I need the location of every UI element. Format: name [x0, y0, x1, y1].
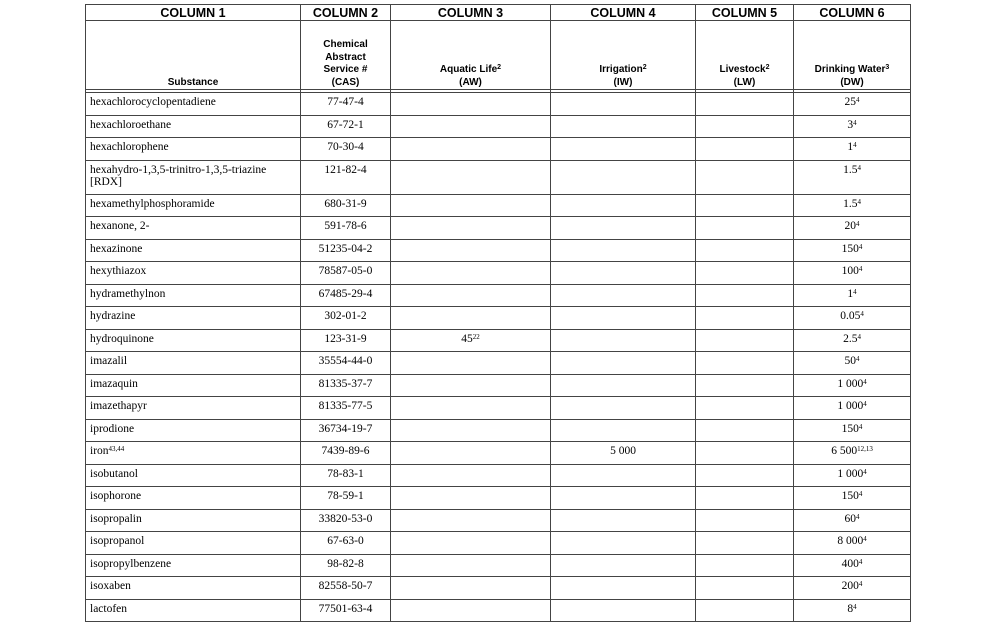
- drinking-water-cell-footnote: 4: [853, 118, 857, 127]
- drinking-water-cell-footnote: 4: [857, 197, 861, 206]
- cas-cell-value: 67-72-1: [327, 118, 364, 131]
- drinking-water-cell: [794, 577, 911, 600]
- drinking-water-cell-footnote: 4: [863, 400, 867, 408]
- substance-cell-value: isopropylbenzene: [90, 557, 172, 570]
- heading-lw-footnote: 2: [765, 64, 770, 71]
- substance-cell-value: hexythiazox: [90, 265, 147, 277]
- drinking-water-cell: [794, 487, 911, 510]
- cas-cell-value: 70-30-4: [327, 141, 364, 153]
- irrigation-cell: [551, 352, 696, 375]
- table-row: [86, 115, 911, 138]
- substance-cell-value: imazaquin: [90, 377, 138, 390]
- drinking-water-cell-footnote: 4: [858, 242, 863, 251]
- cas-cell: [301, 307, 391, 330]
- cas-cell-value: 680-31-9: [324, 197, 367, 210]
- irrigation-cell: [551, 217, 696, 240]
- drinking-water-cell: [794, 194, 911, 217]
- livestock-cell: [696, 115, 794, 138]
- substance-cell: [86, 284, 301, 307]
- cas-cell: [301, 239, 391, 262]
- table-row: [86, 307, 911, 330]
- substance-cell: [86, 138, 301, 161]
- drinking-water-cell-value: 200: [841, 580, 859, 592]
- table-row: [86, 352, 911, 375]
- substance-cell-value: hexazinone: [90, 242, 143, 255]
- drinking-water-cell-value: 20: [844, 220, 856, 232]
- livestock-cell: [696, 93, 794, 116]
- drinking-water-cell-value: 150: [841, 242, 859, 255]
- column-2-number: COLUMN 2: [301, 5, 391, 21]
- cas-cell-value: 36734-19-7: [318, 422, 373, 435]
- drinking-water-cell: [794, 138, 911, 161]
- column-3-number: COLUMN 3: [391, 5, 551, 21]
- table-row: [86, 419, 911, 442]
- cas-cell: [301, 217, 391, 240]
- cas-cell: [301, 194, 391, 217]
- livestock-cell: [696, 599, 794, 622]
- heading-iw-label: Irrigation: [599, 64, 643, 75]
- irrigation-cell: [551, 115, 696, 138]
- substance-cell-value: hydramethylnon: [90, 287, 166, 300]
- substance-cell: [86, 160, 301, 194]
- column-4-number: COLUMN 4: [551, 5, 696, 21]
- heading-cas-abbr: (CAS): [331, 76, 360, 88]
- aquatic-life-cell: [391, 599, 551, 622]
- table-row: [86, 262, 911, 285]
- substance-cell: [86, 239, 301, 262]
- table-row: [86, 397, 911, 420]
- drinking-water-cell-value: 1: [847, 287, 854, 300]
- table-row: [86, 509, 911, 532]
- drinking-water-cell: [794, 442, 911, 465]
- substance-cell: [86, 374, 301, 397]
- drinking-water-cell-footnote: 4: [856, 96, 860, 104]
- irrigation-cell: [551, 509, 696, 532]
- irrigation-cell: [551, 599, 696, 622]
- irrigation-cell: [551, 442, 696, 465]
- substance-cell: [86, 262, 301, 285]
- cas-cell-value: 77-47-4: [327, 96, 364, 108]
- drinking-water-cell-value: 1 000: [837, 377, 864, 390]
- aquatic-life-cell: [391, 262, 551, 285]
- table-row: [86, 442, 911, 465]
- drinking-water-cell-footnote: 4: [853, 602, 857, 611]
- drinking-water-cell: [794, 397, 911, 420]
- drinking-water-cell-value: 60: [844, 512, 856, 525]
- drinking-water-cell: [794, 554, 911, 577]
- aquatic-life-cell: [391, 352, 551, 375]
- irrigation-cell: [551, 194, 696, 217]
- heading-iw-abbr: (IW): [613, 76, 633, 88]
- aquatic-life-cell: [391, 115, 551, 138]
- drinking-water-cell-value: 400: [841, 557, 859, 570]
- table-row: [86, 239, 911, 262]
- substance-cell: [86, 487, 301, 510]
- drinking-water-cell-value: 2.5: [843, 332, 858, 345]
- drinking-water-cell-footnote: 4: [853, 287, 857, 296]
- cas-cell: [301, 329, 391, 352]
- substance-cell: [86, 554, 301, 577]
- cas-cell-value: 302-01-2: [324, 310, 367, 322]
- cas-cell: [301, 554, 391, 577]
- drinking-water-cell: [794, 284, 911, 307]
- drinking-water-cell: [794, 329, 911, 352]
- aquatic-life-cell: [391, 509, 551, 532]
- drinking-water-cell: [794, 532, 911, 555]
- heading-aw-label: Aquatic Life: [439, 64, 498, 75]
- aquatic-life-cell: [391, 93, 551, 116]
- drinking-water-cell: [794, 262, 911, 285]
- irrigation-cell: [551, 419, 696, 442]
- table-row: [86, 160, 911, 194]
- substance-cell-value: isophorone: [90, 490, 142, 502]
- aquatic-life-cell: [391, 532, 551, 555]
- livestock-cell: [696, 217, 794, 240]
- livestock-cell: [696, 138, 794, 161]
- drinking-water-cell: [794, 93, 911, 116]
- table-row: [86, 487, 911, 510]
- substance-cell: [86, 115, 301, 138]
- heading-aw-abbr: (AW): [459, 76, 482, 88]
- drinking-water-cell-value: 1.5: [843, 197, 858, 210]
- substance-cell: [86, 442, 301, 465]
- livestock-cell: [696, 442, 794, 465]
- irrigation-cell: [551, 464, 696, 487]
- table-row: [86, 284, 911, 307]
- livestock-cell: [696, 262, 794, 285]
- substance-cell-value: isopropalin: [90, 512, 142, 525]
- cas-cell-value: 78-83-1: [327, 467, 364, 480]
- substance-cell: [86, 307, 301, 330]
- aquatic-life-cell-value: 45: [461, 332, 473, 345]
- cas-cell: [301, 284, 391, 307]
- livestock-cell: [696, 160, 794, 194]
- drinking-water-cell-footnote: 12,13: [857, 445, 873, 453]
- livestock-cell: [696, 194, 794, 217]
- drinking-water-cell-value: 25: [844, 96, 856, 108]
- aquatic-life-cell: [391, 217, 551, 240]
- substance-cell: [86, 464, 301, 487]
- drinking-water-cell: [794, 509, 911, 532]
- aquatic-life-cell: [391, 577, 551, 600]
- drinking-water-cell: [794, 217, 911, 240]
- aquatic-life-cell: [391, 487, 551, 510]
- drinking-water-cell: [794, 352, 911, 375]
- livestock-cell: [696, 464, 794, 487]
- aquatic-life-cell: [391, 554, 551, 577]
- irrigation-cell: [551, 487, 696, 510]
- livestock-cell: [696, 239, 794, 262]
- column-1-number: COLUMN 1: [86, 5, 301, 21]
- aquatic-life-cell: [391, 239, 551, 262]
- heading-substance-label: Substance: [167, 76, 219, 88]
- table-body: [86, 93, 911, 622]
- table-row: [86, 93, 911, 116]
- cas-cell-value: 81335-37-7: [318, 377, 373, 390]
- aquatic-life-cell: [391, 419, 551, 442]
- drinking-water-cell-footnote: 4: [858, 422, 863, 431]
- cas-cell: [301, 138, 391, 161]
- cas-cell: [301, 93, 391, 116]
- irrigation-cell: [551, 262, 696, 285]
- drinking-water-cell: [794, 419, 911, 442]
- cas-cell: [301, 374, 391, 397]
- table-row: [86, 464, 911, 487]
- substance-cell: [86, 419, 301, 442]
- cas-cell: [301, 487, 391, 510]
- drinking-water-cell-value: 0.05: [840, 310, 861, 322]
- table-row: [86, 138, 911, 161]
- cas-cell: [301, 464, 391, 487]
- cas-cell-value: 67-63-0: [327, 535, 364, 547]
- cas-cell-value: 33820-53-0: [318, 512, 373, 525]
- cas-cell: [301, 509, 391, 532]
- cas-cell: [301, 599, 391, 622]
- livestock-cell: [696, 374, 794, 397]
- cas-cell-value: 78-59-1: [327, 490, 364, 502]
- cas-cell-value: 78587-05-0: [318, 265, 373, 277]
- irrigation-cell: [551, 307, 696, 330]
- irrigation-cell: [551, 93, 696, 116]
- substance-cell: [86, 329, 301, 352]
- table-row: [86, 554, 911, 577]
- heading-livestock: [696, 21, 794, 90]
- drinking-water-cell: [794, 307, 911, 330]
- substance-cell: [86, 509, 301, 532]
- drinking-water-cell-value: 1: [847, 141, 854, 153]
- substance-cell-value: lactofen: [90, 602, 128, 615]
- substance-cell-value: imazethapyr: [90, 400, 147, 412]
- cas-cell-value: 82558-50-7: [318, 580, 373, 592]
- aquatic-life-cell: [391, 307, 551, 330]
- irrigation-cell: [551, 138, 696, 161]
- irrigation-cell: [551, 554, 696, 577]
- drinking-water-cell-footnote: 4: [856, 355, 860, 363]
- drinking-water-cell-footnote: 4: [858, 557, 863, 566]
- drinking-water-cell-value: 1 000: [837, 400, 864, 412]
- cas-cell-value: 67485-29-4: [318, 287, 373, 300]
- substance-cell-value: imazalil: [90, 355, 128, 367]
- cas-cell-value: 7439-89-6: [321, 445, 370, 457]
- cas-cell-value: 77501-63-4: [318, 602, 373, 615]
- livestock-cell: [696, 284, 794, 307]
- drinking-water-cell-footnote: 4: [858, 580, 863, 588]
- table-row: [86, 217, 911, 240]
- heading-cas-label: Chemical Abstract Service #: [323, 39, 368, 75]
- substance-cell-footnote: 43,44: [108, 445, 125, 453]
- cas-cell: [301, 262, 391, 285]
- cas-cell-value: 123-31-9: [324, 332, 367, 345]
- irrigation-cell: [551, 374, 696, 397]
- irrigation-cell: [551, 239, 696, 262]
- cas-cell: [301, 532, 391, 555]
- substance-cell-value: isoxaben: [90, 580, 131, 592]
- drinking-water-cell: [794, 599, 911, 622]
- cas-cell: [301, 160, 391, 194]
- irrigation-cell: [551, 160, 696, 194]
- livestock-cell: [696, 487, 794, 510]
- drinking-water-cell: [794, 239, 911, 262]
- heading-dw-label: Drinking Water: [814, 64, 886, 75]
- drinking-water-cell-footnote: 4: [863, 535, 867, 543]
- substance-cell-value: hydrazine: [90, 310, 136, 322]
- cas-cell-value: 81335-77-5: [318, 400, 373, 412]
- table-row: [86, 577, 911, 600]
- drinking-water-cell-footnote: 4: [857, 163, 861, 172]
- standards-table: [85, 4, 911, 622]
- substance-cell: [86, 532, 301, 555]
- cas-cell-value: 121-82-4: [324, 163, 367, 176]
- table-row: [86, 374, 911, 397]
- heading-iw-footnote: 2: [642, 64, 647, 71]
- substance-cell-value: hexamethylphosphoramide: [90, 197, 215, 210]
- livestock-cell: [696, 329, 794, 352]
- column-6-number: COLUMN 6: [794, 5, 911, 21]
- heading-lw-abbr: (LW): [733, 76, 756, 88]
- aquatic-life-cell: [391, 284, 551, 307]
- drinking-water-cell-value: 8 000: [837, 535, 864, 547]
- substance-cell: [86, 352, 301, 375]
- cas-cell: [301, 115, 391, 138]
- substance-cell-value: isopropanol: [90, 535, 145, 547]
- column-number-row: [86, 5, 911, 21]
- cas-cell-value: 98-82-8: [327, 557, 364, 570]
- livestock-cell: [696, 352, 794, 375]
- aquatic-life-cell: [391, 397, 551, 420]
- drinking-water-cell-footnote: 4: [863, 377, 867, 386]
- substance-cell: [86, 217, 301, 240]
- drinking-water-cell: [794, 464, 911, 487]
- table-row: [86, 599, 911, 622]
- substance-cell-value: hexachlorocyclopentadiene: [90, 96, 216, 108]
- drinking-water-cell-value: 100: [841, 265, 859, 277]
- aquatic-life-cell: [391, 374, 551, 397]
- drinking-water-cell-value: 8: [847, 602, 854, 615]
- heading-cas: [301, 21, 391, 90]
- irrigation-cell: [551, 397, 696, 420]
- drinking-water-cell-value: 150: [841, 422, 859, 435]
- livestock-cell: [696, 509, 794, 532]
- cas-cell: [301, 419, 391, 442]
- aquatic-life-cell: [391, 160, 551, 194]
- cas-cell: [301, 397, 391, 420]
- irrigation-cell-value: 5 000: [610, 445, 636, 457]
- drinking-water-cell-footnote: 4: [860, 310, 864, 318]
- drinking-water-cell-value: 150: [841, 490, 859, 502]
- drinking-water-cell-footnote: 4: [858, 265, 863, 273]
- substance-cell-value: isobutanol: [90, 467, 138, 480]
- aquatic-life-cell: [391, 138, 551, 161]
- cas-cell: [301, 352, 391, 375]
- heading-aquatic-life: [391, 21, 551, 90]
- drinking-water-cell: [794, 160, 911, 194]
- drinking-water-cell-value: 1.5: [843, 163, 858, 176]
- drinking-water-cell-footnote: 4: [856, 220, 860, 228]
- table-row: [86, 532, 911, 555]
- aquatic-life-cell: [391, 442, 551, 465]
- irrigation-cell: [551, 284, 696, 307]
- livestock-cell: [696, 577, 794, 600]
- livestock-cell: [696, 397, 794, 420]
- irrigation-cell: [551, 577, 696, 600]
- substance-cell: [86, 599, 301, 622]
- aquatic-life-cell: [391, 194, 551, 217]
- substance-cell: [86, 194, 301, 217]
- livestock-cell: [696, 554, 794, 577]
- heading-lw-label: Livestock: [719, 64, 766, 75]
- substance-cell-value: iron: [90, 445, 109, 457]
- cas-cell-value: 35554-44-0: [318, 355, 373, 367]
- column-heading-row: [86, 21, 911, 90]
- substance-cell: [86, 397, 301, 420]
- heading-dw-footnote: 3: [885, 64, 890, 71]
- substance-cell-value: hexahydro-1,3,5-trinitro-1,3,5-triazine [RDX]: [90, 163, 267, 188]
- cas-cell-value: 591-78-6: [324, 220, 367, 232]
- substance-cell-value: hexachlorophene: [90, 141, 169, 153]
- table-row: [86, 329, 911, 352]
- drinking-water-cell-value: 6 500: [831, 445, 858, 457]
- drinking-water-cell: [794, 374, 911, 397]
- drinking-water-cell-footnote: 4: [853, 141, 857, 149]
- heading-irrigation: [551, 21, 696, 90]
- heading-substance: [86, 21, 301, 90]
- cas-cell: [301, 442, 391, 465]
- livestock-cell: [696, 307, 794, 330]
- aquatic-life-cell-footnote: 22: [472, 332, 480, 341]
- heading-drinking-water: [794, 21, 911, 90]
- drinking-water-cell-value: 3: [847, 118, 854, 131]
- heading-aw-footnote: 2: [497, 64, 502, 71]
- livestock-cell: [696, 419, 794, 442]
- heading-dw-abbr: (DW): [840, 76, 864, 88]
- drinking-water-cell-footnote: 4: [857, 332, 861, 341]
- drinking-water-cell-footnote: 4: [856, 512, 860, 521]
- drinking-water-cell: [794, 115, 911, 138]
- cas-cell: [301, 577, 391, 600]
- substance-cell-value: hexanone, 2-: [90, 220, 150, 232]
- cas-cell-value: 51235-04-2: [318, 242, 373, 255]
- drinking-water-cell-footnote: 4: [858, 490, 863, 498]
- aquatic-life-cell: [391, 464, 551, 487]
- substance-cell-value: hexachloroethane: [90, 118, 172, 131]
- irrigation-cell: [551, 532, 696, 555]
- substance-cell-value: hydroquinone: [90, 332, 154, 345]
- drinking-water-cell-value: 1 000: [837, 467, 864, 480]
- irrigation-cell: [551, 329, 696, 352]
- column-5-number: COLUMN 5: [696, 5, 794, 21]
- substance-cell-value: iprodione: [90, 422, 135, 435]
- livestock-cell: [696, 532, 794, 555]
- aquatic-life-cell: [391, 329, 551, 352]
- drinking-water-cell-value: 50: [844, 355, 856, 367]
- substance-cell: [86, 577, 301, 600]
- table-row: [86, 194, 911, 217]
- substance-cell: [86, 93, 301, 116]
- drinking-water-cell-footnote: 4: [863, 467, 867, 476]
